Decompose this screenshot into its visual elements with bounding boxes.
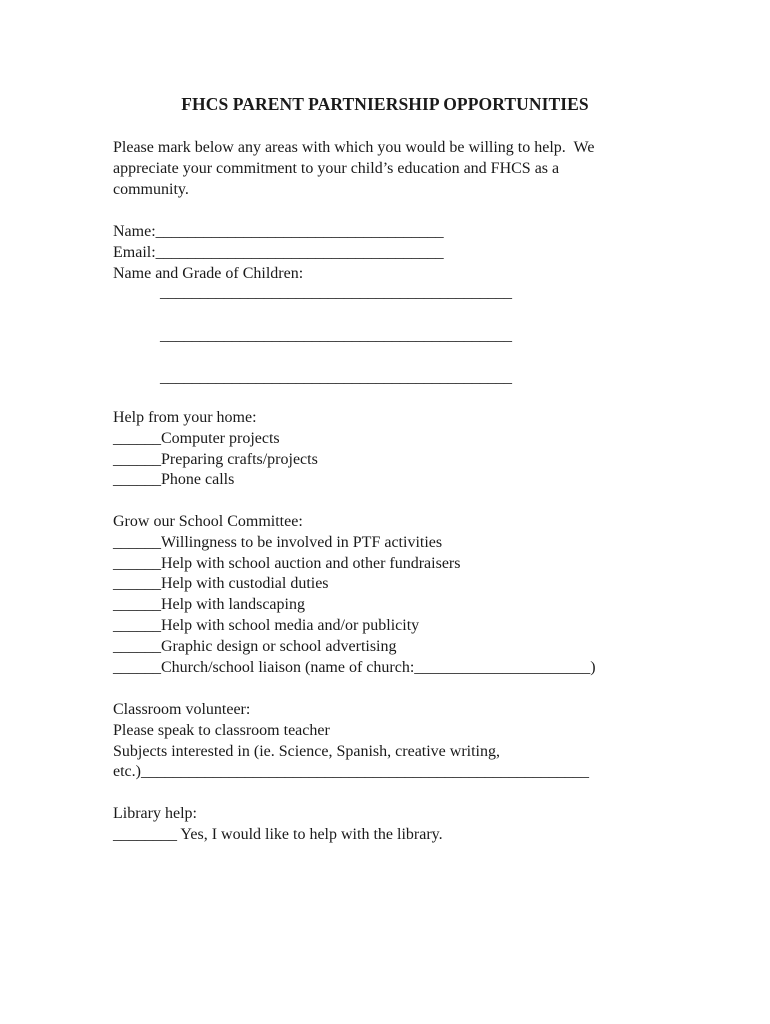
checklist-item-church-liaison[interactable]: ______Church/school liaison (name of church:______________________)	[113, 658, 596, 676]
checklist-item-preparing-crafts[interactable]: ______Preparing crafts/projects	[113, 450, 318, 468]
classroom-section	[113, 700, 673, 783]
checklist-item-ptf-activities[interactable]: ______Willingness to be involved in PTF activities	[113, 533, 443, 551]
children-blank-line[interactable]: ____________________________________________	[160, 327, 512, 344]
contact-section	[113, 222, 673, 284]
page-title: FHCS PARENT PARTNIERSHIP OPPORTUNITIES	[181, 94, 589, 114]
children-blank-line[interactable]: ____________________________________________	[160, 284, 512, 301]
checklist-item-media-publicity[interactable]: ______Help with school media and/or publicity	[113, 616, 420, 634]
name-field[interactable]: Name:____________________________________	[113, 223, 444, 240]
checklist-item-phone-calls[interactable]: ______Phone calls	[113, 471, 235, 489]
section-heading: Help from your home:	[113, 409, 257, 426]
children-field-2[interactable]	[113, 326, 673, 347]
committee-section	[113, 512, 673, 678]
checklist-item-fundraisers[interactable]: ______Help with school auction and other fundraisers	[113, 554, 461, 572]
checklist-item-landscaping[interactable]: ______Help with landscaping	[113, 596, 305, 614]
section-heading: Grow our School Committee:	[113, 513, 303, 530]
intro-line: appreciate your commitment to your child’s education and FHCS as a	[113, 159, 560, 177]
library-section	[113, 804, 673, 846]
section-heading: Classroom volunteer:	[113, 701, 251, 718]
subjects-field[interactable]: etc.)________________________________________________________	[113, 763, 589, 781]
classroom-note: Please speak to classroom teacher	[113, 721, 330, 739]
intro-line: Please mark below any areas with which you would be willing to help. We	[113, 139, 595, 156]
subjects-label: Subjects interested in (ie. Science, Spanish, creative writing,	[113, 742, 500, 760]
checklist-item-graphic-design[interactable]: ______Graphic design or school advertising	[113, 637, 397, 655]
children-blank-line[interactable]: ____________________________________________	[160, 369, 512, 386]
email-field[interactable]: Email:____________________________________	[113, 243, 444, 261]
intro-line: community.	[113, 180, 189, 198]
home-help-section	[113, 408, 673, 491]
children-field-1[interactable]	[113, 283, 673, 304]
children-label: Name and Grade of Children:	[113, 264, 304, 282]
checklist-item-library[interactable]: ________ Yes, I would like to help with the library.	[113, 825, 443, 843]
checklist-item-computer-projects[interactable]: ______Computer projects	[113, 429, 280, 447]
section-heading: Library help:	[113, 805, 197, 822]
checklist-item-custodial[interactable]: ______Help with custodial duties	[113, 575, 329, 593]
children-field-3[interactable]	[113, 368, 673, 389]
intro-paragraph	[113, 138, 673, 200]
